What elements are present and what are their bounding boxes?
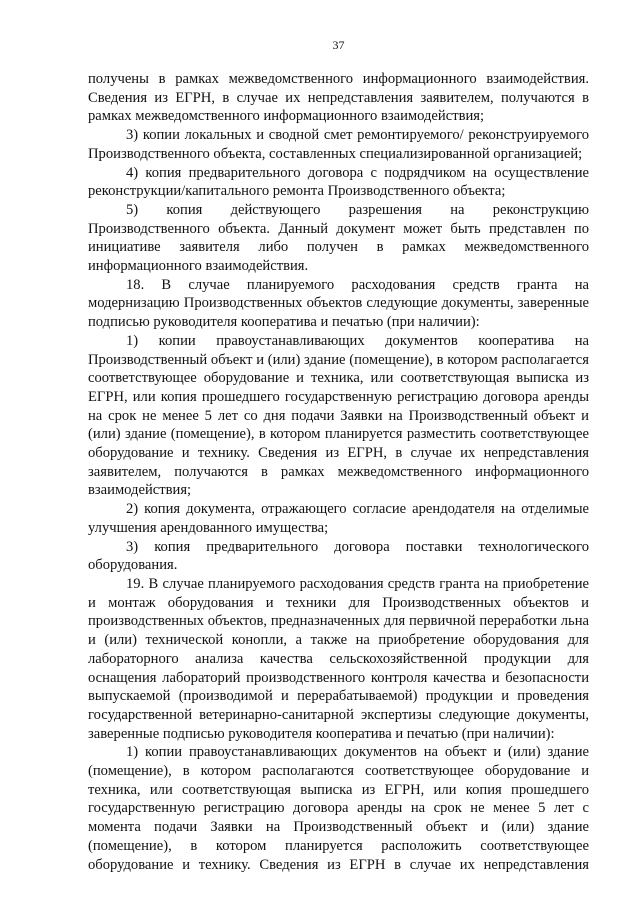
paragraph: 18. В случае планируемого расходования средств гранта на модернизацию Производственных объектов следующие документы, заверенные подписью руководителя кооператива и печатью (при наличии): xyxy=(88,276,589,331)
document-page xyxy=(88,38,589,874)
page-number: 37 xyxy=(332,38,345,52)
paragraph: 3) копия предварительного договора поставки технологического оборудования. xyxy=(88,538,589,574)
paragraph: 2) копия документа, отражающего согласие арендодателя на отделимые улучшения арендованного имущества; xyxy=(88,501,589,536)
paragraph: 4) копия предварительного договора с подрядчиком на осуществление реконструкции/капитального ремонта Производственного объекта; xyxy=(88,164,589,200)
paragraph: 5) копия действующего разрешения на реконструкцию Производственного объекта. Данный документ может быть представлен по инициативе заявителя либо получен в рамках межведомственного информационного взаимодействия. xyxy=(88,201,589,275)
paragraph: 19. В случае планируемого расходования средств гранта на приобретение и монтаж оборудования и техники для Производственных объектов и производственных объектов, предназначенных для первичной переработки льна и (или) технической конопли, а также на приобретение оборудования для лабораторного анализа качества сельскохозяйственной продукции для оснащения лабораторий производственного контроля качества и безопасности выпускаемой (производимой и перерабатываемой) продукции и проведения государственной ветеринарно-санитарной экспертизы следующие документы, заверенные подписью руководителя кооператива и печатью (при наличии): xyxy=(88,575,589,742)
paragraph: 1) копии правоустанавливающих документов кооператива на Производственный объект и (или) здание (помещение), в котором располагается соответствующее оборудование и техника, или соответствующая выписка из ЕГРН, или копия прошедшего государственную регистрацию договора аренды на срок не менее 5 лет со дня подачи Заявки на Производственный объект и (или) здание (помещение), в котором планируется разместить соответствующее оборудование и технику. Сведения из ЕГРН, в случае их непредставления заявителем, получаются в рамках межведомственного информационного взаимодействия; xyxy=(88,332,589,499)
paragraph: получены в рамках межведомственного информационного взаимодействия. Сведения из ЕГРН, в случае их непредставления заявителем, получаются в рамках межведомственного информационного взаимодействия; xyxy=(88,71,589,125)
document-body xyxy=(88,70,589,874)
paragraph: 3) копии локальных и сводной смет ремонтируемого/ реконструируемого Производственного объекта, составленных специализированной организацией; xyxy=(88,127,589,162)
paragraph: 1) копии правоустанавливающих документов на объект и (или) здание (помещение), в котором располагаются соответствующее оборудование и техника, или соответствующая выписка из ЕГРН, или копия прошедшего государственную регистрацию договора аренды на срок не менее 5 лет с момента подачи Заявки на Производственный объект и (или) здание (помещение), в котором планируется расположить соответствующее оборудование и технику. Сведения из ЕГРН в случае их непредставления xyxy=(88,744,589,873)
